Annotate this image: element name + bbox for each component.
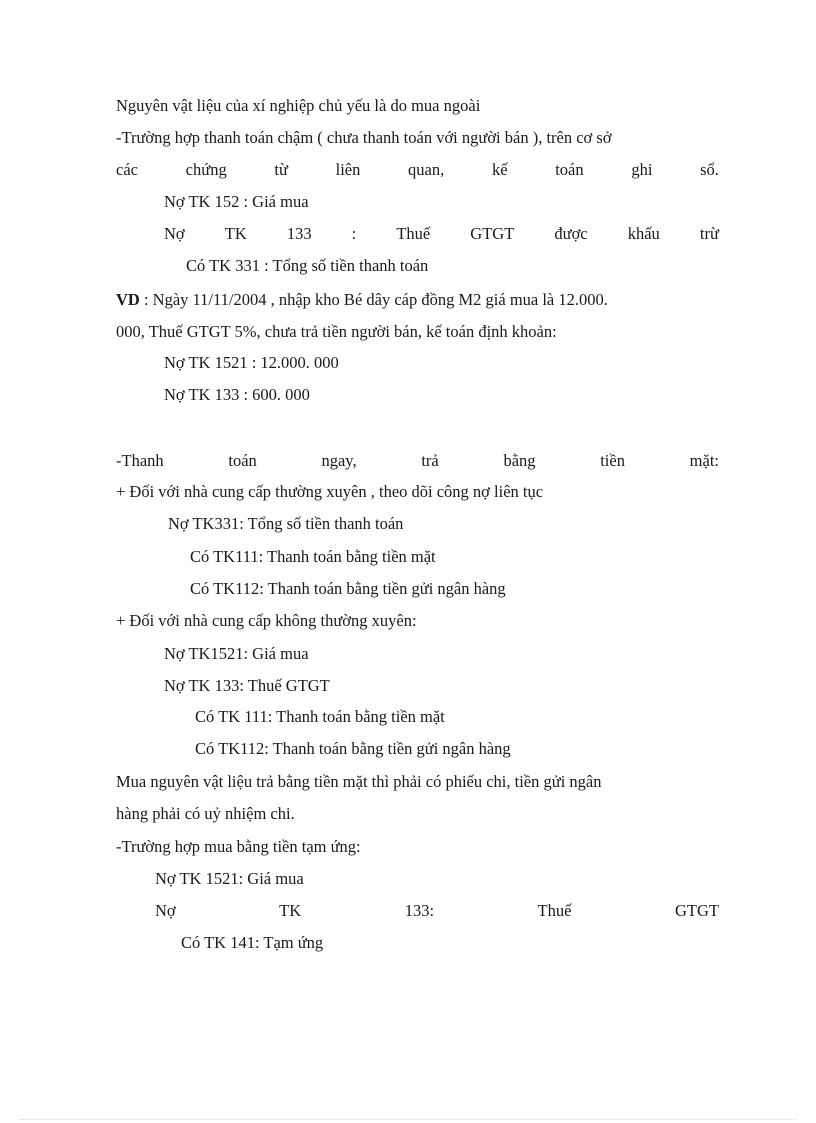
word: -Thanh (116, 451, 164, 470)
cash-note-line2: hàng phải có uỷ nhiệm chi. (116, 804, 295, 823)
word: bằng (503, 451, 536, 470)
cash-payment-heading (116, 449, 719, 473)
word: các (116, 160, 138, 179)
example-entry-debit-1521: Nợ TK 1521 : 12.000. 000 (164, 353, 339, 372)
page-bottom-border (20, 1119, 796, 1120)
regular-supplier-heading: + Đối với nhà cung cấp thường xuyên , theo dõi công nợ liên tục (116, 482, 544, 501)
example-label: VD (116, 290, 140, 309)
word: liên (335, 160, 361, 179)
irregular-entry-credit-111: Có TK 111: Thanh toán bằng tiền mặt (195, 707, 445, 726)
deferred-payment-line2 (116, 158, 719, 182)
word: kế (491, 160, 508, 179)
regular-entry-credit-111: Có TK111: Thanh toán bằng tiền mặt (190, 547, 436, 566)
example-line1 (116, 288, 719, 312)
word: mặt: (689, 451, 719, 470)
word: 133 (286, 224, 312, 243)
word: GTGT (470, 224, 515, 243)
word: chứng (185, 160, 227, 179)
irregular-supplier-heading: + Đối với nhà cung cấp không thường xuyên: (116, 611, 417, 630)
example-text: : Ngày 11/11/2004 , nhập kho Bé dây cáp đồng M2 giá mua là 12.000. (139, 290, 608, 309)
regular-entry-credit-112: Có TK112: Thanh toán bằng tiền gửi ngân hàng (190, 579, 506, 598)
word: GTGT (674, 901, 719, 920)
cash-note-line1: Mua nguyên vật liệu trả bằng tiền mặt thì phải có phiếu chi, tiền gửi ngân (116, 772, 602, 791)
word: : (351, 224, 357, 243)
word: sổ. (700, 160, 719, 179)
journal-entry-debit-152: Nợ TK 152 : Giá mua (164, 192, 309, 211)
irregular-entry-credit-112: Có TK112: Thanh toán bằng tiền gửi ngân hàng (195, 739, 511, 758)
word: Nợ (155, 901, 176, 920)
deferred-payment-heading: -Trường hợp thanh toán chậm ( chưa thanh toán với người bán ), trên cơ sở (116, 128, 612, 147)
journal-entry-debit-133 (164, 222, 719, 246)
intro-text: Nguyên vật liệu của xí nghiệp chủ yếu là do mua ngoài (116, 96, 481, 115)
word: ngay, (321, 451, 357, 470)
example-entry-debit-133: Nợ TK 133 : 600. 000 (164, 385, 310, 404)
word: TK (224, 224, 247, 243)
word: được (554, 224, 588, 243)
word: toán (228, 451, 257, 470)
word: Thuế (396, 224, 431, 243)
word: TK (279, 901, 302, 920)
word: quan, (408, 160, 445, 179)
advance-entry-credit-141: Có TK 141: Tạm ứng (181, 933, 324, 952)
advance-entry-debit-133 (155, 899, 719, 923)
journal-entry-credit-331: Có TK 331 : Tổng số tiền thanh toán (186, 256, 429, 275)
word: toán (555, 160, 584, 179)
word: Nợ (164, 224, 185, 243)
word: 133: (404, 901, 435, 920)
example-line2: 000, Thuế GTGT 5%, chưa trả tiền người bán, kế toán định khoản: (116, 322, 557, 341)
advance-entry-debit-1521: Nợ TK 1521: Giá mua (155, 869, 304, 888)
irregular-entry-debit-133: Nợ TK 133: Thuế GTGT (164, 676, 330, 695)
irregular-entry-debit-1521: Nợ TK1521: Giá mua (164, 644, 309, 663)
regular-entry-debit-331: Nợ TK331: Tổng số tiền thanh toán (168, 514, 404, 533)
word: tiền (600, 451, 625, 470)
word: trừ (699, 224, 719, 243)
advance-payment-heading: -Trường hợp mua bằng tiền tạm ứng: (116, 837, 361, 856)
word: từ (274, 160, 288, 179)
word: khấu (627, 224, 660, 243)
word: trả (421, 451, 439, 470)
word: ghi (631, 160, 653, 179)
word: Thuế (537, 901, 572, 920)
